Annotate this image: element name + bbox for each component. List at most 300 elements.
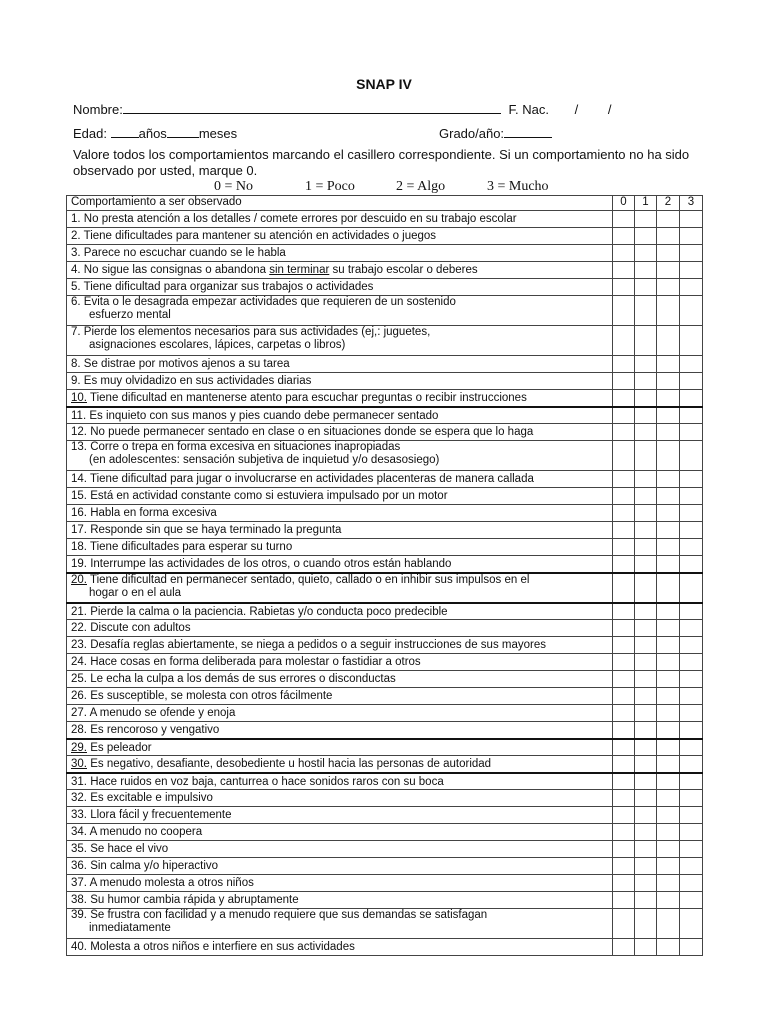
item-text: Pierde los elementos necesarios para sus actividades (ej,: juguetes, [83,326,431,338]
item-line [71,541,292,553]
rating-cell-0[interactable] [613,603,635,620]
table-row [67,279,703,296]
item-text: Interrumpe las actividades de los otros, o cuando otros están hablando [90,558,452,570]
rating-cell-3[interactable] [680,326,703,356]
rating-cell-0[interactable] [613,807,635,824]
item-text-cell [67,211,613,228]
item-number: 2. [71,230,81,242]
item-text-cell [67,373,613,390]
rating-cell-1[interactable] [635,471,657,488]
table-row [67,390,703,407]
rating-cell-3[interactable] [680,505,703,522]
scale-1: 1 = Poco [305,179,355,194]
name-row [73,101,611,117]
rating-cell-3[interactable] [680,245,703,262]
rating-cell-2[interactable] [657,841,680,858]
rating-cell-2[interactable] [657,875,680,892]
rating-cell-3[interactable] [680,841,703,858]
table-header: Comportamiento a ser observado [67,196,613,211]
rating-cell-3[interactable] [680,722,703,739]
item-line [71,441,400,453]
rating-cell-3[interactable] [680,390,703,407]
rating-cell-1[interactable] [635,790,657,807]
rating-cell-0[interactable] [613,279,635,296]
item-text-cell [67,671,613,688]
item-number: 39. [71,909,87,921]
rating-cell-3[interactable] [680,441,703,471]
rating-cell-3[interactable] [680,296,703,326]
item-text-cell [67,296,613,326]
item-line [71,656,421,668]
rating-cell-2[interactable] [657,909,680,939]
rating-cell-3[interactable] [680,556,703,573]
item-number: 10. [71,392,87,404]
rating-cell-1[interactable] [635,824,657,841]
rating-cell-0[interactable] [613,688,635,705]
rating-cell-1[interactable] [635,939,657,956]
rating-cell-2[interactable] [657,556,680,573]
rating-cell-0[interactable] [613,875,635,892]
table-row [67,603,703,620]
rating-cell-1[interactable] [635,279,657,296]
item-text: Es susceptible, se molesta con otros fácilmente [90,690,333,702]
rating-cell-2[interactable] [657,505,680,522]
item-text-cell [67,603,613,620]
item-text: Parece no escuchar cuando se le habla [83,247,286,259]
rating-cell-3[interactable] [680,228,703,245]
rating-cell-1[interactable] [635,424,657,441]
rating-cell-1[interactable] [635,407,657,424]
item-number: 33. [71,809,87,821]
rating-cell-2[interactable] [657,522,680,539]
item-line [71,776,444,788]
item-line [71,877,254,889]
item-text-cell [67,824,613,841]
rating-cell-1[interactable] [635,539,657,556]
rating-cell-3[interactable] [680,424,703,441]
rating-cell-2[interactable] [657,637,680,654]
rating-cell-0[interactable] [613,841,635,858]
table-row [67,539,703,556]
item-number: 18. [71,541,87,553]
item-text: Hace cosas en forma deliberada para molestar o fastidiar a otros [90,656,421,668]
rating-cell-2[interactable] [657,739,680,756]
item-text: Su humor cambia rápida y abruptamente [90,894,299,906]
grade-field[interactable] [504,125,552,138]
item-number: 9. [71,375,81,387]
item-text-cell [67,556,613,573]
rating-cell-1[interactable] [635,841,657,858]
item-line [71,392,527,404]
item-text: Desafía reglas abiertamente, se niega a pedidos o a seguir instrucciones de sus mayores [90,639,546,651]
item-text-continuation: hogar o en el aula [89,586,182,599]
rating-cell-3[interactable] [680,620,703,637]
rating-cell-2[interactable] [657,424,680,441]
item-text-cell [67,688,613,705]
table-row [67,424,703,441]
item-text-cell [67,390,613,407]
item-text: Se distrae por motivos ajenos a su tarea [83,358,290,370]
item-text-end: su trabajo escolar o deberes [332,264,478,276]
rating-cell-1[interactable] [635,262,657,279]
item-text: Se hace el vivo [90,843,169,855]
rating-cell-0[interactable] [613,773,635,790]
item-text-underlined: sin terminar [269,264,330,276]
rating-cell-1[interactable] [635,858,657,875]
item-number: 24. [71,656,87,668]
rating-cell-1[interactable] [635,326,657,356]
rating-cell-0[interactable] [613,858,635,875]
rating-cell-0[interactable] [613,790,635,807]
item-number: 34. [71,826,87,838]
rating-cell-3[interactable] [680,373,703,390]
rating-cell-2[interactable] [657,539,680,556]
rating-cell-1[interactable] [635,739,657,756]
rating-cell-1[interactable] [635,245,657,262]
rating-cell-3[interactable] [680,262,703,279]
table-row [67,407,703,424]
years-field[interactable] [111,125,139,138]
rating-cell-0[interactable] [613,326,635,356]
item-text-cell [67,858,613,875]
item-number: 20. [71,573,87,586]
rating-cell-3[interactable] [680,671,703,688]
rating-cell-1[interactable] [635,705,657,722]
rating-cell-2[interactable] [657,211,680,228]
item-text: Es rencoroso y vengativo [90,724,220,736]
item-line [71,843,168,855]
months-label: meses [198,126,238,141]
item-text-cell [67,620,613,637]
rating-cell-2[interactable] [657,688,680,705]
grade-row [439,125,552,141]
rating-cell-3[interactable] [680,824,703,841]
table-row [67,228,703,245]
rating-cell-0[interactable] [613,441,635,471]
rating-cell-0[interactable] [613,390,635,407]
item-number: 36. [71,860,87,872]
rating-cell-3[interactable] [680,790,703,807]
rating-cell-1[interactable] [635,390,657,407]
rating-cell-3[interactable] [680,522,703,539]
item-text: A menudo no coopera [89,826,203,838]
rating-cell-1[interactable] [635,637,657,654]
rating-cell-0[interactable] [613,909,635,939]
table-row [67,262,703,279]
item-line [71,622,191,634]
item-text-cell [67,245,613,262]
rating-cell-1[interactable] [635,807,657,824]
item-text: Es negativo, desafiante, desobediente u hostil hacia las personas de autoridad [90,758,492,770]
item-line [71,490,448,502]
item-text: Tiene dificultad para jugar o involucrarse en actividades placenteras de manera callada [90,473,534,485]
item-text-continuation: (en adolescentes: sensación subjetiva de inquietud y/o desasosiego) [89,454,440,466]
rating-cell-1[interactable] [635,603,657,620]
rating-cell-2[interactable] [657,326,680,356]
rating-cell-0[interactable] [613,892,635,909]
rating-cell-3[interactable] [680,939,703,956]
rating-cell-2[interactable] [657,390,680,407]
table-row [67,573,703,603]
rating-cell-2[interactable] [657,603,680,620]
rating-cell-1[interactable] [635,573,657,603]
item-text: Discute con adultos [90,622,191,634]
rating-cell-2[interactable] [657,373,680,390]
rating-cell-1[interactable] [635,875,657,892]
rating-cell-1[interactable] [635,773,657,790]
item-line [71,792,213,804]
rating-cell-1[interactable] [635,505,657,522]
rating-cell-1[interactable] [635,356,657,373]
rating-cell-2[interactable] [657,488,680,505]
item-text-continuation: inmediatamente [89,922,171,934]
rating-cell-1[interactable] [635,441,657,471]
scale-2: 2 = Algo [396,179,446,194]
item-number: 1. [71,213,81,225]
table-row [67,841,703,858]
rating-cell-0[interactable] [613,424,635,441]
rating-cell-0[interactable] [613,739,635,756]
rating-cell-0[interactable] [613,522,635,539]
rating-cell-2[interactable] [657,705,680,722]
rating-cell-1[interactable] [635,892,657,909]
rating-cell-3[interactable] [680,892,703,909]
rating-cell-0[interactable] [613,488,635,505]
rating-cell-2[interactable] [657,939,680,956]
rating-cell-3[interactable] [680,875,703,892]
item-text: Le echa la culpa a los demás de sus errores o disconductas [90,673,396,685]
rating-cell-3[interactable] [680,688,703,705]
rating-cell-2[interactable] [657,245,680,262]
rating-cell-0[interactable] [613,722,635,739]
rating-cell-2[interactable] [657,356,680,373]
rating-cell-1[interactable] [635,296,657,326]
rating-cell-3[interactable] [680,471,703,488]
item-line [71,894,299,906]
item-text: A menudo se ofende y enoja [89,707,236,719]
rating-cell-2[interactable] [657,441,680,471]
rating-cell-0[interactable] [613,556,635,573]
rating-cell-3[interactable] [680,637,703,654]
item-line [71,690,332,702]
item-line [71,941,355,953]
rating-cell-2[interactable] [657,773,680,790]
item-number: 29. [71,741,87,754]
item-line [71,264,478,276]
item-number: 19. [71,558,87,570]
rating-cell-1[interactable] [635,620,657,637]
rating-cell-3[interactable] [680,603,703,620]
item-text: Llora fácil y frecuentemente [90,809,232,821]
rating-cell-0[interactable] [613,705,635,722]
item-line [71,758,491,770]
rating-cell-1[interactable] [635,488,657,505]
item-text-cell [67,407,613,424]
rating-cell-0[interactable] [613,262,635,279]
table-row [67,654,703,671]
item-line [71,426,533,438]
rating-cell-2[interactable] [657,790,680,807]
item-text: Tiene dificultad en mantenerse atento para escuchar preguntas o recibir instrucciones [90,392,527,404]
rating-cell-1[interactable] [635,522,657,539]
rating-cell-3[interactable] [680,573,703,603]
rating-cell-3[interactable] [680,539,703,556]
rating-cell-2[interactable] [657,671,680,688]
rating-cell-0[interactable] [613,573,635,603]
rating-cell-0[interactable] [613,373,635,390]
item-text-cell [67,939,613,956]
table-row [67,671,703,688]
item-text-cell [67,841,613,858]
rating-cell-1[interactable] [635,722,657,739]
rating-cell-2[interactable] [657,228,680,245]
item-number: 4. [71,264,81,276]
item-text-cell [67,488,613,505]
name-field[interactable] [123,101,501,114]
item-number: 37. [71,877,87,889]
rating-cell-2[interactable] [657,279,680,296]
column-header-0: 0 [613,196,635,211]
rating-cell-0[interactable] [613,824,635,841]
rating-cell-0[interactable] [613,228,635,245]
rating-cell-1[interactable] [635,756,657,773]
item-line [71,213,517,225]
rating-cell-0[interactable] [613,471,635,488]
item-number: 31. [71,775,87,788]
rating-cell-3[interactable] [680,705,703,722]
item-text: Corre o trepa en forma excesiva en situaciones inapropiadas [90,441,401,453]
rating-cell-2[interactable] [657,471,680,488]
table-row [67,756,703,773]
item-number: 30. [71,758,87,770]
age-row [73,125,237,141]
rating-cell-2[interactable] [657,296,680,326]
rating-cell-2[interactable] [657,620,680,637]
rating-cell-0[interactable] [613,756,635,773]
rating-cell-0[interactable] [613,296,635,326]
item-text-cell [67,705,613,722]
rating-cell-3[interactable] [680,858,703,875]
item-text: Se frustra con facilidad y a menudo requiere que sus demandas se satisfagan [90,909,488,921]
rating-cell-3[interactable] [680,356,703,373]
table-row [67,211,703,228]
item-text-cell [67,505,613,522]
item-text: Tiene dificultades para mantener su atención en actividades o juegos [83,230,437,242]
rating-cell-0[interactable] [613,939,635,956]
rating-cell-3[interactable] [680,773,703,790]
rating-cell-1[interactable] [635,211,657,228]
item-line [71,707,235,719]
rating-cell-2[interactable] [657,407,680,424]
item-text: Tiene dificultades para esperar su turno [90,541,293,553]
item-number: 35. [71,843,87,855]
rating-cell-3[interactable] [680,739,703,756]
rating-cell-0[interactable] [613,407,635,424]
rating-cell-2[interactable] [657,756,680,773]
rating-cell-3[interactable] [680,407,703,424]
instructions: Valore todos los comportamientos marcando el casillero correspondiente. Si un comportamiento no ha sido observado por usted, marque 0. [73,147,690,178]
date-slash-1: / [574,102,579,117]
table-row [67,739,703,756]
rating-cell-1[interactable] [635,556,657,573]
table-row [67,858,703,875]
item-text: Es inquieto con sus manos y pies cuando debe permanecer sentado [89,409,439,422]
rating-cell-2[interactable] [657,573,680,603]
grade-label: Grado/año: [439,126,505,141]
item-text-cell [67,790,613,807]
rating-cell-0[interactable] [613,620,635,637]
rating-cell-3[interactable] [680,279,703,296]
rating-cell-0[interactable] [613,671,635,688]
rating-cell-2[interactable] [657,824,680,841]
item-text: A menudo molesta a otros niños [89,877,254,889]
item-line [71,909,487,921]
rating-cell-0[interactable] [613,505,635,522]
item-line [71,809,231,821]
rating-cell-3[interactable] [680,211,703,228]
rating-cell-3[interactable] [680,807,703,824]
item-text-cell [67,654,613,671]
item-text-cell [67,739,613,756]
item-number: 25. [71,673,87,685]
item-text: No presta atención a los detalles / comete errores por descuido en su trabajo escolar [83,213,517,225]
item-text: Responde sin que se haya terminado la pregunta [90,524,342,536]
scale-3: 3 = Mucho [487,179,549,194]
rating-cell-2[interactable] [657,654,680,671]
months-field[interactable] [167,125,199,138]
rating-cell-1[interactable] [635,228,657,245]
item-number: 15. [71,490,87,502]
rating-cell-0[interactable] [613,245,635,262]
table-row [67,471,703,488]
item-line [71,558,451,570]
rating-cell-2[interactable] [657,722,680,739]
item-text: Es peleador [90,741,152,754]
item-text: Está en actividad constante como si estuviera impulsado por un motor [90,490,448,502]
item-line [71,826,202,838]
rating-cell-2[interactable] [657,807,680,824]
item-text-cell [67,637,613,654]
item-text: No sigue las consignas o abandona [83,264,267,276]
rating-cell-1[interactable] [635,909,657,939]
rating-cell-3[interactable] [680,488,703,505]
table-row [67,790,703,807]
rating-cell-2[interactable] [657,858,680,875]
rating-cell-3[interactable] [680,909,703,939]
rating-cell-2[interactable] [657,262,680,279]
item-text-continuation: asignaciones escolares, lápices, carpetas o libros) [89,339,346,351]
rating-cell-1[interactable] [635,671,657,688]
item-line [71,326,430,338]
item-text: Hace ruidos en voz baja, canturrea o hace sonidos raros con su boca [90,775,444,788]
rating-cell-2[interactable] [657,892,680,909]
rating-cell-0[interactable] [613,356,635,373]
item-number: 17. [71,524,87,536]
birth-label: F. Nac. [508,102,549,117]
rating-cell-3[interactable] [680,756,703,773]
rating-cell-1[interactable] [635,688,657,705]
rating-cell-0[interactable] [613,539,635,556]
item-text-cell [67,756,613,773]
rating-cell-1[interactable] [635,373,657,390]
rating-cell-0[interactable] [613,654,635,671]
rating-cell-0[interactable] [613,637,635,654]
rating-cell-3[interactable] [680,654,703,671]
item-line [71,296,456,308]
rating-cell-0[interactable] [613,211,635,228]
rating-cell-1[interactable] [635,654,657,671]
column-header-1: 1 [635,196,657,211]
